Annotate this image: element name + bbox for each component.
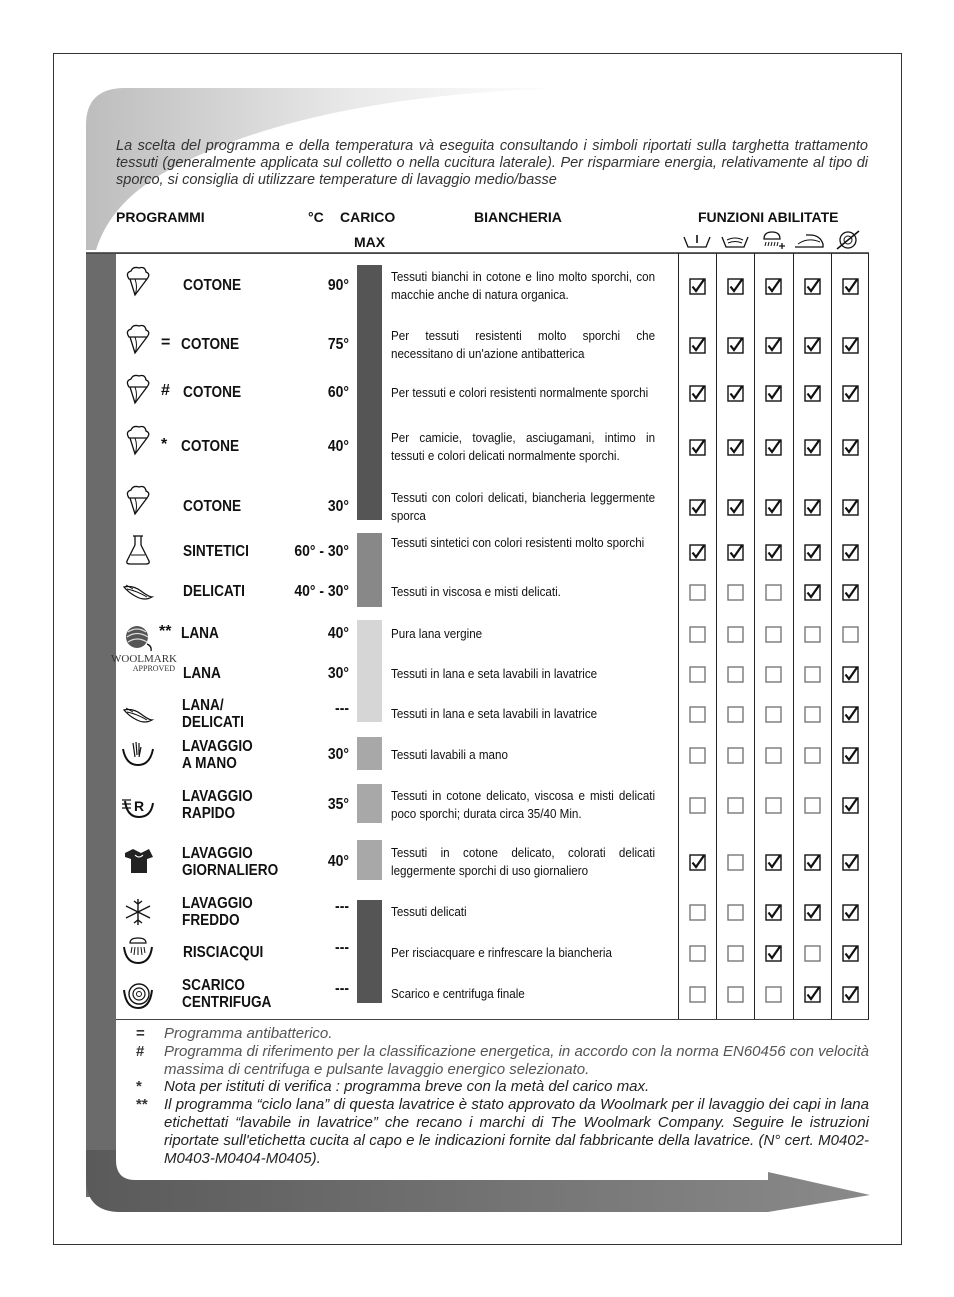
extra-rinse-icon — [758, 229, 788, 251]
spin-icon — [121, 978, 155, 1012]
empty-checkbox — [689, 747, 706, 764]
program-desc: Pura lana vergine — [391, 627, 483, 641]
checked-checkbox — [842, 666, 859, 683]
header-temp: °C — [308, 209, 324, 225]
empty-checkbox — [804, 797, 821, 814]
header-funzioni: FUNZIONI ABILITATE — [698, 209, 839, 225]
empty-checkbox — [689, 945, 706, 962]
prewash-icon — [682, 229, 712, 251]
checked-checkbox — [842, 439, 859, 456]
program-desc: Per tessuti e colori resistenti normalmente sporchi — [391, 386, 649, 400]
checked-checkbox — [765, 854, 782, 871]
checked-checkbox — [765, 278, 782, 295]
program-name-line: RISCIACQUI — [183, 944, 264, 961]
program-temp: --- — [335, 980, 349, 997]
footnote — [136, 1096, 869, 1167]
checked-checkbox — [842, 385, 859, 402]
program-temp: 40° - 30° — [294, 583, 349, 600]
delicate-icon — [121, 698, 155, 732]
woolmark-logo: WOOLMARK APPROVED — [111, 653, 177, 673]
checked-checkbox — [842, 986, 859, 1003]
footnote-text: Programma di riferimento per la classificazione energetica, in accordo con la norma EN60456 con velocità massima di centrifuga e pulsante lavaggio energico selezionato. — [164, 1042, 869, 1078]
col-divider — [868, 253, 869, 1019]
checked-checkbox — [804, 584, 821, 601]
col-divider — [831, 253, 832, 1019]
checked-checkbox — [689, 854, 706, 871]
empty-checkbox — [727, 626, 744, 643]
program-name-line: DELICATI — [183, 583, 245, 600]
program-temp: 60° - 30° — [294, 543, 349, 560]
checked-checkbox — [727, 278, 744, 295]
empty-checkbox — [842, 626, 859, 643]
empty-checkbox — [727, 747, 744, 764]
checked-checkbox — [689, 278, 706, 295]
checked-checkbox — [765, 544, 782, 561]
checked-checkbox — [689, 544, 706, 561]
footnote — [136, 1078, 869, 1096]
program-temp: 40° — [327, 853, 349, 870]
checked-checkbox — [727, 337, 744, 354]
checked-checkbox — [842, 797, 859, 814]
load-bar — [357, 620, 382, 722]
footnote-symbol: = — [136, 1025, 145, 1042]
checked-checkbox — [842, 904, 859, 921]
col-divider — [678, 253, 679, 1019]
program-name — [182, 977, 271, 1011]
empty-checkbox — [689, 986, 706, 1003]
checked-checkbox — [842, 945, 859, 962]
checked-checkbox — [765, 385, 782, 402]
program-name-line: LAVAGGIO — [182, 738, 253, 755]
program-desc: Tessuti in viscosa e misti delicati. — [391, 585, 561, 599]
program-desc: Tessuti sintetici con colori resistenti molto sporchi — [391, 536, 645, 550]
table-bottom-rule — [116, 1019, 869, 1020]
intro-text: La scelta del programma e della temperatura và eseguita consultando i simboli riportati sulla targhetta trattamento tessuti (generalmente applicata sul colletto o nella cucitura laterale). Per risparmiare energia, relativamente al tipo di sporco, si consiglia di utilizzare temperature di lavaggio medio/basse — [116, 138, 868, 188]
checked-checkbox — [804, 439, 821, 456]
program-desc: Tessuti in lana e seta lavabili in lavatrice — [391, 707, 598, 721]
program-name-line: COTONE — [181, 437, 240, 455]
empty-checkbox — [727, 706, 744, 723]
cold-icon — [121, 895, 155, 929]
checked-checkbox — [727, 439, 744, 456]
program-name-line: SCARICO — [182, 977, 245, 994]
no-spin-icon — [834, 229, 864, 251]
checked-checkbox — [804, 544, 821, 561]
program-name-line: GIORNALIERO — [182, 862, 279, 879]
program-name — [182, 738, 253, 772]
checked-checkbox — [842, 584, 859, 601]
load-bar — [357, 900, 382, 1003]
rinse-icon — [121, 935, 155, 969]
checked-checkbox — [804, 499, 821, 516]
program-temp: --- — [335, 939, 349, 956]
col-divider — [754, 253, 755, 1019]
program-temp: 60° — [327, 384, 349, 401]
checked-checkbox — [804, 337, 821, 354]
program-name — [182, 895, 253, 929]
program-name-line: LAVAGGIO — [182, 788, 253, 805]
checked-checkbox — [842, 854, 859, 871]
empty-checkbox — [727, 854, 744, 871]
cotton-icon — [121, 373, 155, 407]
program-desc: Per risciacquare e rinfrescare la biancheria — [391, 946, 612, 960]
program-mark: # — [161, 382, 170, 399]
empty-checkbox — [765, 747, 782, 764]
footnote — [136, 1043, 869, 1079]
program-desc: Tessuti con colori delicati, biancheria leggermente sporca — [391, 490, 656, 523]
checked-checkbox — [727, 385, 744, 402]
checked-checkbox — [765, 337, 782, 354]
program-name — [183, 498, 241, 515]
daily-icon — [121, 845, 155, 879]
empty-checkbox — [689, 904, 706, 921]
program-temp: 30° — [327, 497, 349, 515]
checked-checkbox — [765, 439, 782, 456]
program-name — [183, 665, 221, 682]
checked-checkbox — [842, 544, 859, 561]
empty-checkbox — [727, 945, 744, 962]
stain-icon — [720, 229, 750, 251]
program-name-line: LAVAGGIO — [182, 895, 253, 912]
program-name-line: CENTRIFUGA — [182, 994, 272, 1011]
header-biancheria: BIANCHERIA — [474, 209, 562, 225]
checked-checkbox — [842, 706, 859, 723]
table-top-rule — [86, 253, 869, 254]
empty-checkbox — [765, 666, 782, 683]
checked-checkbox — [765, 945, 782, 962]
empty-checkbox — [804, 626, 821, 643]
empty-checkbox — [804, 666, 821, 683]
empty-checkbox — [765, 626, 782, 643]
footnote-symbol: ** — [136, 1096, 148, 1114]
svg-text:R: R — [134, 798, 145, 814]
program-name — [181, 625, 219, 642]
program-name — [183, 543, 249, 560]
program-name-line: COTONE — [183, 384, 242, 401]
program-name-line: COTONE — [183, 276, 242, 294]
checked-checkbox — [842, 499, 859, 516]
program-name-line: RAPIDO — [182, 805, 236, 822]
footnote-text: Nota per istituti di verifica : programma breve con la metà del carico max. — [164, 1078, 650, 1096]
cotton-icon — [121, 265, 155, 299]
empty-checkbox — [804, 945, 821, 962]
program-name-line: SINTETICI — [183, 543, 249, 560]
checked-checkbox — [765, 904, 782, 921]
program-desc: Per tessuti resistenti molto sporchi che necessitano di un'azione antibatterica — [391, 328, 656, 361]
program-name-line: DELICATI — [182, 714, 244, 731]
program-name-line: A MANO — [182, 755, 237, 772]
empty-checkbox — [689, 584, 706, 601]
cotton-icon — [121, 484, 155, 518]
wool-icon — [121, 620, 155, 654]
empty-checkbox — [804, 747, 821, 764]
empty-checkbox — [689, 706, 706, 723]
program-temp: 40° — [327, 437, 349, 455]
checked-checkbox — [765, 499, 782, 516]
empty-checkbox — [804, 706, 821, 723]
program-name — [182, 845, 278, 879]
cotton-icon — [121, 323, 155, 357]
empty-checkbox — [765, 706, 782, 723]
checked-checkbox — [804, 986, 821, 1003]
checked-checkbox — [842, 747, 859, 764]
program-name — [183, 384, 241, 401]
program-name — [181, 438, 239, 455]
rapid-icon — [121, 789, 155, 823]
program-desc: Tessuti lavabili a mano — [391, 748, 508, 762]
program-temp: 30° — [327, 665, 349, 682]
program-temp: 75° — [327, 335, 349, 353]
empty-checkbox — [727, 986, 744, 1003]
footnote — [136, 1025, 869, 1043]
empty-checkbox — [727, 666, 744, 683]
load-bar — [357, 737, 382, 770]
program-mark: ** — [159, 623, 172, 640]
checked-checkbox — [689, 499, 706, 516]
program-desc: Tessuti in cotone delicato, colorati delicati leggermente sporchi di uso giornaliero — [391, 846, 656, 878]
load-bar — [357, 533, 382, 607]
empty-checkbox — [765, 797, 782, 814]
checked-checkbox — [804, 278, 821, 295]
checked-checkbox — [689, 385, 706, 402]
load-bar — [357, 265, 382, 520]
checked-checkbox — [804, 385, 821, 402]
footnotes — [136, 1025, 869, 1167]
empty-checkbox — [727, 904, 744, 921]
program-temp: 30° — [327, 746, 349, 763]
program-name-line: LAVAGGIO — [182, 845, 253, 862]
synthetic-icon — [121, 533, 155, 567]
easy-iron-icon — [794, 229, 824, 251]
checked-checkbox — [689, 337, 706, 354]
program-desc: Tessuti bianchi in cotone e lino molto sporchi, con macchie anche di natura organica. — [391, 269, 656, 302]
checked-checkbox — [727, 499, 744, 516]
empty-checkbox — [765, 986, 782, 1003]
program-mark: = — [161, 333, 171, 351]
empty-checkbox — [727, 797, 744, 814]
program-desc: Scarico e centrifuga finale — [391, 987, 525, 1001]
program-name — [182, 697, 244, 731]
program-temp: 35° — [327, 796, 349, 813]
program-name — [182, 788, 253, 822]
program-temp: 40° — [327, 625, 349, 642]
footnote-text: Programma antibatterico. — [164, 1025, 333, 1042]
program-temp: --- — [335, 700, 349, 717]
program-mark: * — [161, 435, 168, 453]
checked-checkbox — [689, 439, 706, 456]
empty-checkbox — [765, 584, 782, 601]
header-programmi: PROGRAMMI — [116, 209, 205, 225]
program-name-line: COTONE — [181, 335, 240, 353]
handwash-icon — [121, 737, 155, 771]
program-temp: --- — [335, 898, 349, 915]
load-bar — [357, 784, 382, 823]
program-name — [183, 944, 263, 961]
delicate-icon — [121, 575, 155, 609]
program-desc: Per camicie, tovaglie, asciugamani, intimo in tessuti e colori delicati normalmente sporchi. — [391, 430, 656, 463]
program-desc: Tessuti in lana e seta lavabili in lavatrice — [391, 667, 598, 681]
load-bar — [357, 840, 382, 880]
program-name-line: FREDDO — [182, 912, 240, 929]
checked-checkbox — [842, 278, 859, 295]
checked-checkbox — [842, 337, 859, 354]
checked-checkbox — [804, 854, 821, 871]
empty-checkbox — [727, 584, 744, 601]
program-name-line: LANA/ — [182, 697, 224, 714]
program-name — [183, 277, 241, 294]
header-carico: CARICO — [340, 209, 396, 225]
program-name-line: LANA — [181, 625, 219, 642]
col-divider — [793, 253, 794, 1019]
program-name-line: LANA — [183, 665, 221, 682]
col-divider — [716, 253, 717, 1019]
checked-checkbox — [804, 904, 821, 921]
cotton-icon — [121, 424, 155, 458]
header-max: MAX — [354, 234, 386, 250]
program-name-line: COTONE — [183, 497, 242, 515]
program-desc: Tessuti delicati — [391, 905, 467, 919]
program-name — [181, 336, 239, 353]
empty-checkbox — [689, 626, 706, 643]
footnote-symbol: # — [136, 1042, 145, 1060]
footnote-text: Il programma “ciclo lana” di questa lavatrice è stato approvato da Woolmark per il lavaggio dei capi in lana etichettati “lavabile in lavatrice” che recano i marchi di The Woolmark Company. Seguire le istruzioni riportate sull'etichetta cucita al capo e le indicazioni fornite dal fabbricante della lavatrice. (N° cert. M0402-M0403-M0404-M0405). — [164, 1096, 869, 1167]
footnote-symbol: * — [136, 1078, 142, 1096]
program-desc: Tessuti in cotone delicato, viscosa e misti delicati poco sporchi; durata circa 35/40 Min. — [391, 789, 656, 821]
empty-checkbox — [689, 797, 706, 814]
checked-checkbox — [727, 544, 744, 561]
empty-checkbox — [689, 666, 706, 683]
program-name — [183, 583, 245, 600]
program-temp: 90° — [327, 276, 349, 294]
